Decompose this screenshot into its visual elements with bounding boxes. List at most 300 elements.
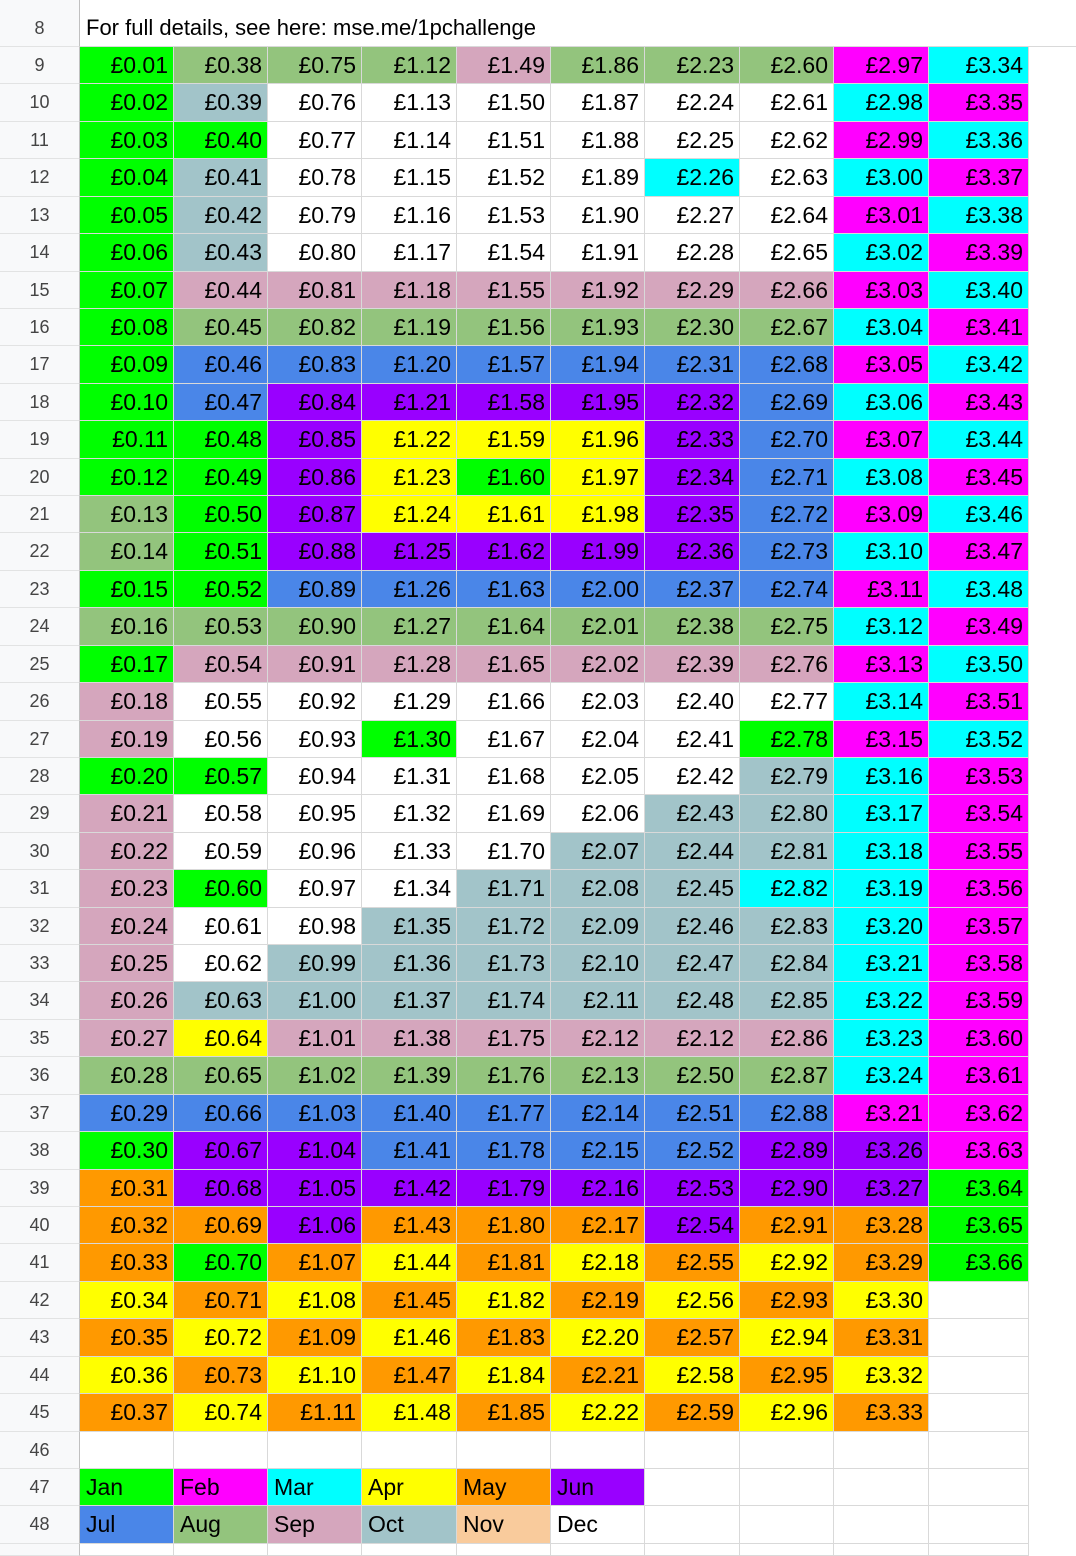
amount-cell-r37-c8[interactable]: £2.88 — [740, 1095, 834, 1132]
amount-cell-r34-c3[interactable]: £1.00 — [268, 982, 362, 1020]
empty-cell-r46-c6[interactable] — [551, 1432, 645, 1469]
amount-cell-r12-c9[interactable]: £3.00 — [834, 159, 929, 197]
amount-cell-r9-c4[interactable]: £1.12 — [362, 47, 457, 84]
amount-cell-r24-c2[interactable]: £0.53 — [174, 608, 268, 646]
amount-cell-r37-c3[interactable]: £1.03 — [268, 1095, 362, 1132]
amount-cell-r32-c9[interactable]: £3.20 — [834, 908, 929, 945]
amount-cell-r14-c2[interactable]: £0.43 — [174, 234, 268, 272]
row-header-45[interactable]: 45 — [0, 1394, 80, 1432]
row-header-10[interactable]: 10 — [0, 84, 80, 122]
row-header-18[interactable]: 18 — [0, 384, 80, 421]
amount-cell-r37-c7[interactable]: £2.51 — [645, 1095, 740, 1132]
row-header-26[interactable]: 26 — [0, 683, 80, 721]
amount-cell-r30-c2[interactable]: £0.59 — [174, 833, 268, 870]
amount-cell-r30-c4[interactable]: £1.33 — [362, 833, 457, 870]
amount-cell-r45-c8[interactable]: £2.96 — [740, 1394, 834, 1432]
amount-cell-r37-c9[interactable]: £3.21 — [834, 1095, 929, 1132]
amount-cell-r18-c10[interactable]: £3.43 — [929, 384, 1029, 421]
amount-cell-r33-c6[interactable]: £2.10 — [551, 945, 645, 982]
amount-cell-r33-c9[interactable]: £3.21 — [834, 945, 929, 982]
amount-cell-r42-c2[interactable]: £0.71 — [174, 1282, 268, 1319]
amount-cell-r12-c2[interactable]: £0.41 — [174, 159, 268, 197]
amount-cell-r33-c2[interactable]: £0.62 — [174, 945, 268, 982]
amount-cell-r15-c7[interactable]: £2.29 — [645, 272, 740, 309]
amount-cell-r10-c10[interactable]: £3.35 — [929, 84, 1029, 122]
amount-cell-r9-c6[interactable]: £1.86 — [551, 47, 645, 84]
note-cell[interactable]: For full details, see here: mse.me/1pchallenge — [80, 10, 1076, 47]
row-header-20[interactable]: 20 — [0, 459, 80, 496]
amount-cell-r15-c3[interactable]: £0.81 — [268, 272, 362, 309]
amount-cell-r26-c2[interactable]: £0.55 — [174, 683, 268, 721]
amount-cell-r11-c9[interactable]: £2.99 — [834, 122, 929, 159]
empty-cell-r46-c4[interactable] — [362, 1432, 457, 1469]
amount-cell-r26-c9[interactable]: £3.14 — [834, 683, 929, 721]
legend-cell-feb[interactable]: Feb — [174, 1469, 268, 1506]
amount-cell-r17-c7[interactable]: £2.31 — [645, 346, 740, 384]
amount-cell-r34-c7[interactable]: £2.48 — [645, 982, 740, 1020]
amount-cell-r44-c9[interactable]: £3.32 — [834, 1357, 929, 1394]
row-header-48[interactable]: 48 — [0, 1506, 80, 1544]
amount-cell-r44-c2[interactable]: £0.73 — [174, 1357, 268, 1394]
amount-cell-r39-c4[interactable]: £1.42 — [362, 1170, 457, 1207]
amount-cell-r21-c2[interactable]: £0.50 — [174, 496, 268, 533]
amount-cell-r14-c8[interactable]: £2.65 — [740, 234, 834, 272]
amount-cell-r19-c4[interactable]: £1.22 — [362, 421, 457, 459]
legend-cell-mar[interactable]: Mar — [268, 1469, 362, 1506]
amount-cell-r34-c2[interactable]: £0.63 — [174, 982, 268, 1020]
amount-cell-r37-c1[interactable]: £0.29 — [80, 1095, 174, 1132]
amount-cell-r12-c6[interactable]: £1.89 — [551, 159, 645, 197]
amount-cell-r36-c5[interactable]: £1.76 — [457, 1057, 551, 1095]
row-header-29[interactable]: 29 — [0, 795, 80, 833]
amount-cell-r38-c2[interactable]: £0.67 — [174, 1132, 268, 1170]
amount-cell-r13-c3[interactable]: £0.79 — [268, 197, 362, 234]
amount-cell-r27-c3[interactable]: £0.93 — [268, 721, 362, 758]
amount-cell-r23-c6[interactable]: £2.00 — [551, 571, 645, 608]
amount-cell-r31-c7[interactable]: £2.45 — [645, 870, 740, 908]
amount-cell-r20-c2[interactable]: £0.49 — [174, 459, 268, 496]
empty-cell-r47-c9[interactable] — [834, 1469, 929, 1506]
amount-cell-r37-c4[interactable]: £1.40 — [362, 1095, 457, 1132]
amount-cell-r25-c6[interactable]: £2.02 — [551, 646, 645, 683]
amount-cell-r45-c2[interactable]: £0.74 — [174, 1394, 268, 1432]
amount-cell-r23-c9[interactable]: £3.11 — [834, 571, 929, 608]
amount-cell-r23-c2[interactable]: £0.52 — [174, 571, 268, 608]
row-header-46[interactable]: 46 — [0, 1432, 80, 1469]
amount-cell-r13-c4[interactable]: £1.16 — [362, 197, 457, 234]
amount-cell-r32-c2[interactable]: £0.61 — [174, 908, 268, 945]
amount-cell-r12-c8[interactable]: £2.63 — [740, 159, 834, 197]
amount-cell-r15-c8[interactable]: £2.66 — [740, 272, 834, 309]
amount-cell-r19-c1[interactable]: £0.11 — [80, 421, 174, 459]
amount-cell-r22-c1[interactable]: £0.14 — [80, 533, 174, 571]
empty-cell-r48-c9[interactable] — [834, 1506, 929, 1544]
amount-cell-r36-c2[interactable]: £0.65 — [174, 1057, 268, 1095]
legend-cell-nov[interactable]: Nov — [457, 1506, 551, 1544]
amount-cell-r33-c7[interactable]: £2.47 — [645, 945, 740, 982]
amount-cell-r32-c10[interactable]: £3.57 — [929, 908, 1029, 945]
amount-cell-r22-c7[interactable]: £2.36 — [645, 533, 740, 571]
amount-cell-r14-c6[interactable]: £1.91 — [551, 234, 645, 272]
amount-cell-r19-c6[interactable]: £1.96 — [551, 421, 645, 459]
amount-cell-r36-c6[interactable]: £2.13 — [551, 1057, 645, 1095]
amount-cell-r18-c9[interactable]: £3.06 — [834, 384, 929, 421]
amount-cell-r10-c6[interactable]: £1.87 — [551, 84, 645, 122]
row-header-42[interactable]: 42 — [0, 1282, 80, 1319]
amount-cell-r40-c1[interactable]: £0.32 — [80, 1207, 174, 1244]
empty-cell-r48-c7[interactable] — [645, 1506, 740, 1544]
amount-cell-r29-c5[interactable]: £1.69 — [457, 795, 551, 833]
amount-cell-r39-c6[interactable]: £2.16 — [551, 1170, 645, 1207]
amount-cell-r31-c1[interactable]: £0.23 — [80, 870, 174, 908]
amount-cell-r15-c4[interactable]: £1.18 — [362, 272, 457, 309]
amount-cell-r36-c1[interactable]: £0.28 — [80, 1057, 174, 1095]
row-header-32[interactable]: 32 — [0, 908, 80, 945]
amount-cell-r21-c7[interactable]: £2.35 — [645, 496, 740, 533]
amount-cell-r31-c3[interactable]: £0.97 — [268, 870, 362, 908]
amount-cell-r38-c6[interactable]: £2.15 — [551, 1132, 645, 1170]
amount-cell-r25-c4[interactable]: £1.28 — [362, 646, 457, 683]
amount-cell-r25-c8[interactable]: £2.76 — [740, 646, 834, 683]
amount-cell-r9-c5[interactable]: £1.49 — [457, 47, 551, 84]
row-header-43[interactable]: 43 — [0, 1319, 80, 1357]
amount-cell-r10-c8[interactable]: £2.61 — [740, 84, 834, 122]
amount-cell-r9-c2[interactable]: £0.38 — [174, 47, 268, 84]
amount-cell-r41-c6[interactable]: £2.18 — [551, 1244, 645, 1282]
amount-cell-r41-c8[interactable]: £2.92 — [740, 1244, 834, 1282]
row-header-35[interactable]: 35 — [0, 1020, 80, 1057]
amount-cell-r41-c10[interactable]: £3.66 — [929, 1244, 1029, 1282]
amount-cell-r41-c4[interactable]: £1.44 — [362, 1244, 457, 1282]
amount-cell-r42-c9[interactable]: £3.30 — [834, 1282, 929, 1319]
amount-cell-r38-c8[interactable]: £2.89 — [740, 1132, 834, 1170]
amount-cell-r22-c4[interactable]: £1.25 — [362, 533, 457, 571]
amount-cell-r17-c3[interactable]: £0.83 — [268, 346, 362, 384]
amount-cell-r17-c5[interactable]: £1.57 — [457, 346, 551, 384]
amount-cell-r22-c2[interactable]: £0.51 — [174, 533, 268, 571]
amount-cell-r29-c4[interactable]: £1.32 — [362, 795, 457, 833]
amount-cell-r23-c7[interactable]: £2.37 — [645, 571, 740, 608]
amount-cell-r42-c1[interactable]: £0.34 — [80, 1282, 174, 1319]
amount-cell-r25-c3[interactable]: £0.91 — [268, 646, 362, 683]
amount-cell-r24-c3[interactable]: £0.90 — [268, 608, 362, 646]
amount-cell-r26-c6[interactable]: £2.03 — [551, 683, 645, 721]
row-header-16[interactable]: 16 — [0, 309, 80, 346]
amount-cell-r25-c1[interactable]: £0.17 — [80, 646, 174, 683]
amount-cell-r28-c3[interactable]: £0.94 — [268, 758, 362, 795]
amount-cell-r43-c1[interactable]: £0.35 — [80, 1319, 174, 1357]
empty-cell-r46-c5[interactable] — [457, 1432, 551, 1469]
amount-cell-r15-c10[interactable]: £3.40 — [929, 272, 1029, 309]
amount-cell-r15-c2[interactable]: £0.44 — [174, 272, 268, 309]
amount-cell-r45-c6[interactable]: £2.22 — [551, 1394, 645, 1432]
amount-cell-r42-c5[interactable]: £1.82 — [457, 1282, 551, 1319]
amount-cell-r27-c5[interactable]: £1.67 — [457, 721, 551, 758]
empty-cell-r48-c8[interactable] — [740, 1506, 834, 1544]
amount-cell-r11-c5[interactable]: £1.51 — [457, 122, 551, 159]
amount-cell-r18-c1[interactable]: £0.10 — [80, 384, 174, 421]
amount-cell-r12-c5[interactable]: £1.52 — [457, 159, 551, 197]
amount-cell-r35-c2[interactable]: £0.64 — [174, 1020, 268, 1057]
empty-cell-r49-c3[interactable] — [268, 1544, 362, 1556]
amount-cell-r28-c4[interactable]: £1.31 — [362, 758, 457, 795]
amount-cell-r39-c9[interactable]: £3.27 — [834, 1170, 929, 1207]
amount-cell-r43-c6[interactable]: £2.20 — [551, 1319, 645, 1357]
amount-cell-r40-c4[interactable]: £1.43 — [362, 1207, 457, 1244]
row-header-11[interactable]: 11 — [0, 122, 80, 159]
empty-cell-r47-c10[interactable] — [929, 1469, 1029, 1506]
amount-cell-r45-c1[interactable]: £0.37 — [80, 1394, 174, 1432]
amount-cell-r22-c6[interactable]: £1.99 — [551, 533, 645, 571]
amount-cell-r12-c7[interactable]: £2.26 — [645, 159, 740, 197]
amount-cell-r34-c10[interactable]: £3.59 — [929, 982, 1029, 1020]
legend-cell-jan[interactable]: Jan — [80, 1469, 174, 1506]
amount-cell-r16-c1[interactable]: £0.08 — [80, 309, 174, 346]
amount-cell-r12-c4[interactable]: £1.15 — [362, 159, 457, 197]
row-header-41[interactable]: 41 — [0, 1244, 80, 1282]
amount-cell-r21-c10[interactable]: £3.46 — [929, 496, 1029, 533]
amount-cell-r31-c4[interactable]: £1.34 — [362, 870, 457, 908]
amount-cell-r13-c2[interactable]: £0.42 — [174, 197, 268, 234]
amount-cell-r42-c8[interactable]: £2.93 — [740, 1282, 834, 1319]
amount-cell-r27-c4[interactable]: £1.30 — [362, 721, 457, 758]
amount-cell-r40-c5[interactable]: £1.80 — [457, 1207, 551, 1244]
amount-cell-r40-c6[interactable]: £2.17 — [551, 1207, 645, 1244]
amount-cell-r31-c6[interactable]: £2.08 — [551, 870, 645, 908]
amount-cell-r37-c5[interactable]: £1.77 — [457, 1095, 551, 1132]
amount-cell-r23-c10[interactable]: £3.48 — [929, 571, 1029, 608]
legend-cell-sep[interactable]: Sep — [268, 1506, 362, 1544]
amount-cell-r42-c4[interactable]: £1.45 — [362, 1282, 457, 1319]
amount-cell-r14-c7[interactable]: £2.28 — [645, 234, 740, 272]
amount-cell-r22-c9[interactable]: £3.10 — [834, 533, 929, 571]
amount-cell-r25-c5[interactable]: £1.65 — [457, 646, 551, 683]
amount-cell-r40-c10[interactable]: £3.65 — [929, 1207, 1029, 1244]
row-header-49[interactable] — [0, 1544, 80, 1556]
amount-cell-r23-c5[interactable]: £1.63 — [457, 571, 551, 608]
empty-cell-r47-c8[interactable] — [740, 1469, 834, 1506]
row-header-47[interactable]: 47 — [0, 1469, 80, 1506]
amount-cell-r44-c6[interactable]: £2.21 — [551, 1357, 645, 1394]
amount-cell-r25-c10[interactable]: £3.50 — [929, 646, 1029, 683]
empty-cell-r49-c9[interactable] — [834, 1544, 929, 1556]
amount-cell-r31-c10[interactable]: £3.56 — [929, 870, 1029, 908]
amount-cell-r29-c10[interactable]: £3.54 — [929, 795, 1029, 833]
amount-cell-r34-c9[interactable]: £3.22 — [834, 982, 929, 1020]
amount-cell-r33-c3[interactable]: £0.99 — [268, 945, 362, 982]
amount-cell-r17-c4[interactable]: £1.20 — [362, 346, 457, 384]
row-header-24[interactable]: 24 — [0, 608, 80, 646]
amount-cell-r19-c10[interactable]: £3.44 — [929, 421, 1029, 459]
empty-cell-r46-c8[interactable] — [740, 1432, 834, 1469]
row-header-14[interactable]: 14 — [0, 234, 80, 272]
amount-cell-r36-c4[interactable]: £1.39 — [362, 1057, 457, 1095]
amount-cell-r38-c9[interactable]: £3.26 — [834, 1132, 929, 1170]
amount-cell-r37-c10[interactable]: £3.62 — [929, 1095, 1029, 1132]
empty-cell-r47-c7[interactable] — [645, 1469, 740, 1506]
amount-cell-r15-c9[interactable]: £3.03 — [834, 272, 929, 309]
amount-cell-r36-c9[interactable]: £3.24 — [834, 1057, 929, 1095]
amount-cell-r44-c10[interactable] — [929, 1357, 1029, 1394]
amount-cell-r40-c3[interactable]: £1.06 — [268, 1207, 362, 1244]
amount-cell-r32-c4[interactable]: £1.35 — [362, 908, 457, 945]
amount-cell-r39-c5[interactable]: £1.79 — [457, 1170, 551, 1207]
amount-cell-r31-c8[interactable]: £2.82 — [740, 870, 834, 908]
amount-cell-r21-c8[interactable]: £2.72 — [740, 496, 834, 533]
amount-cell-r11-c1[interactable]: £0.03 — [80, 122, 174, 159]
amount-cell-r35-c3[interactable]: £1.01 — [268, 1020, 362, 1057]
amount-cell-r14-c10[interactable]: £3.39 — [929, 234, 1029, 272]
amount-cell-r28-c5[interactable]: £1.68 — [457, 758, 551, 795]
amount-cell-r9-c3[interactable]: £0.75 — [268, 47, 362, 84]
amount-cell-r41-c2[interactable]: £0.70 — [174, 1244, 268, 1282]
legend-cell-may[interactable]: May — [457, 1469, 551, 1506]
amount-cell-r37-c6[interactable]: £2.14 — [551, 1095, 645, 1132]
empty-cell-r49-c5[interactable] — [457, 1544, 551, 1556]
amount-cell-r24-c5[interactable]: £1.64 — [457, 608, 551, 646]
amount-cell-r34-c8[interactable]: £2.85 — [740, 982, 834, 1020]
amount-cell-r43-c7[interactable]: £2.57 — [645, 1319, 740, 1357]
row-header-27[interactable]: 27 — [0, 721, 80, 758]
amount-cell-r44-c1[interactable]: £0.36 — [80, 1357, 174, 1394]
amount-cell-r28-c1[interactable]: £0.20 — [80, 758, 174, 795]
empty-cell-r49-c7[interactable] — [645, 1544, 740, 1556]
row-header-34[interactable]: 34 — [0, 982, 80, 1020]
amount-cell-r19-c5[interactable]: £1.59 — [457, 421, 551, 459]
amount-cell-r19-c8[interactable]: £2.70 — [740, 421, 834, 459]
amount-cell-r20-c3[interactable]: £0.86 — [268, 459, 362, 496]
amount-cell-r11-c3[interactable]: £0.77 — [268, 122, 362, 159]
amount-cell-r34-c5[interactable]: £1.74 — [457, 982, 551, 1020]
amount-cell-r27-c7[interactable]: £2.41 — [645, 721, 740, 758]
amount-cell-r21-c1[interactable]: £0.13 — [80, 496, 174, 533]
amount-cell-r32-c6[interactable]: £2.09 — [551, 908, 645, 945]
amount-cell-r38-c1[interactable]: £0.30 — [80, 1132, 174, 1170]
amount-cell-r29-c1[interactable]: £0.21 — [80, 795, 174, 833]
amount-cell-r36-c7[interactable]: £2.50 — [645, 1057, 740, 1095]
row-header-17[interactable]: 17 — [0, 346, 80, 384]
amount-cell-r25-c7[interactable]: £2.39 — [645, 646, 740, 683]
amount-cell-r31-c9[interactable]: £3.19 — [834, 870, 929, 908]
empty-cell-r49-c2[interactable] — [174, 1544, 268, 1556]
amount-cell-r35-c1[interactable]: £0.27 — [80, 1020, 174, 1057]
amount-cell-r27-c1[interactable]: £0.19 — [80, 721, 174, 758]
amount-cell-r21-c9[interactable]: £3.09 — [834, 496, 929, 533]
amount-cell-r29-c7[interactable]: £2.43 — [645, 795, 740, 833]
amount-cell-r34-c4[interactable]: £1.37 — [362, 982, 457, 1020]
amount-cell-r13-c7[interactable]: £2.27 — [645, 197, 740, 234]
amount-cell-r9-c7[interactable]: £2.23 — [645, 47, 740, 84]
amount-cell-r41-c7[interactable]: £2.55 — [645, 1244, 740, 1282]
amount-cell-r13-c1[interactable]: £0.05 — [80, 197, 174, 234]
amount-cell-r29-c2[interactable]: £0.58 — [174, 795, 268, 833]
amount-cell-r42-c10[interactable] — [929, 1282, 1029, 1319]
amount-cell-r29-c9[interactable]: £3.17 — [834, 795, 929, 833]
empty-cell-r49-c10[interactable] — [929, 1544, 1029, 1556]
amount-cell-r26-c4[interactable]: £1.29 — [362, 683, 457, 721]
amount-cell-r39-c8[interactable]: £2.90 — [740, 1170, 834, 1207]
amount-cell-r29-c8[interactable]: £2.80 — [740, 795, 834, 833]
amount-cell-r44-c3[interactable]: £1.10 — [268, 1357, 362, 1394]
amount-cell-r11-c6[interactable]: £1.88 — [551, 122, 645, 159]
amount-cell-r41-c3[interactable]: £1.07 — [268, 1244, 362, 1282]
amount-cell-r40-c2[interactable]: £0.69 — [174, 1207, 268, 1244]
amount-cell-r18-c4[interactable]: £1.21 — [362, 384, 457, 421]
amount-cell-r18-c7[interactable]: £2.32 — [645, 384, 740, 421]
amount-cell-r42-c7[interactable]: £2.56 — [645, 1282, 740, 1319]
row-header-33[interactable]: 33 — [0, 945, 80, 982]
amount-cell-r34-c6[interactable]: £2.11 — [551, 982, 645, 1020]
amount-cell-r42-c6[interactable]: £2.19 — [551, 1282, 645, 1319]
legend-cell-aug[interactable]: Aug — [174, 1506, 268, 1544]
amount-cell-r9-c9[interactable]: £2.97 — [834, 47, 929, 84]
amount-cell-r30-c3[interactable]: £0.96 — [268, 833, 362, 870]
amount-cell-r38-c3[interactable]: £1.04 — [268, 1132, 362, 1170]
row-header-8[interactable]: 8 — [0, 10, 80, 47]
amount-cell-r45-c3[interactable]: £1.11 — [268, 1394, 362, 1432]
amount-cell-r26-c5[interactable]: £1.66 — [457, 683, 551, 721]
amount-cell-r19-c9[interactable]: £3.07 — [834, 421, 929, 459]
legend-cell-jun[interactable]: Jun — [551, 1469, 645, 1506]
amount-cell-r22-c3[interactable]: £0.88 — [268, 533, 362, 571]
row-header-21[interactable]: 21 — [0, 496, 80, 533]
amount-cell-r14-c9[interactable]: £3.02 — [834, 234, 929, 272]
amount-cell-r26-c7[interactable]: £2.40 — [645, 683, 740, 721]
amount-cell-r22-c10[interactable]: £3.47 — [929, 533, 1029, 571]
row-header-22[interactable]: 22 — [0, 533, 80, 571]
amount-cell-r28-c10[interactable]: £3.53 — [929, 758, 1029, 795]
amount-cell-r35-c5[interactable]: £1.75 — [457, 1020, 551, 1057]
amount-cell-r20-c8[interactable]: £2.71 — [740, 459, 834, 496]
amount-cell-r35-c6[interactable]: £2.12 — [551, 1020, 645, 1057]
amount-cell-r24-c9[interactable]: £3.12 — [834, 608, 929, 646]
amount-cell-r24-c10[interactable]: £3.49 — [929, 608, 1029, 646]
amount-cell-r36-c10[interactable]: £3.61 — [929, 1057, 1029, 1095]
amount-cell-r30-c1[interactable]: £0.22 — [80, 833, 174, 870]
amount-cell-r32-c5[interactable]: £1.72 — [457, 908, 551, 945]
amount-cell-r10-c4[interactable]: £1.13 — [362, 84, 457, 122]
amount-cell-r43-c2[interactable]: £0.72 — [174, 1319, 268, 1357]
amount-cell-r12-c1[interactable]: £0.04 — [80, 159, 174, 197]
amount-cell-r28-c7[interactable]: £2.42 — [645, 758, 740, 795]
amount-cell-r16-c3[interactable]: £0.82 — [268, 309, 362, 346]
amount-cell-r21-c3[interactable]: £0.87 — [268, 496, 362, 533]
amount-cell-r27-c9[interactable]: £3.15 — [834, 721, 929, 758]
amount-cell-r31-c5[interactable]: £1.71 — [457, 870, 551, 908]
row-header-30[interactable]: 30 — [0, 833, 80, 870]
amount-cell-r22-c5[interactable]: £1.62 — [457, 533, 551, 571]
amount-cell-r39-c1[interactable]: £0.31 — [80, 1170, 174, 1207]
empty-cell-r46-c7[interactable] — [645, 1432, 740, 1469]
amount-cell-r39-c3[interactable]: £1.05 — [268, 1170, 362, 1207]
amount-cell-r35-c4[interactable]: £1.38 — [362, 1020, 457, 1057]
amount-cell-r28-c9[interactable]: £3.16 — [834, 758, 929, 795]
amount-cell-r42-c3[interactable]: £1.08 — [268, 1282, 362, 1319]
amount-cell-r27-c6[interactable]: £2.04 — [551, 721, 645, 758]
amount-cell-r16-c4[interactable]: £1.19 — [362, 309, 457, 346]
amount-cell-r43-c3[interactable]: £1.09 — [268, 1319, 362, 1357]
amount-cell-r33-c5[interactable]: £1.73 — [457, 945, 551, 982]
legend-cell-jul[interactable]: Jul — [80, 1506, 174, 1544]
amount-cell-r35-c10[interactable]: £3.60 — [929, 1020, 1029, 1057]
amount-cell-r14-c5[interactable]: £1.54 — [457, 234, 551, 272]
row-header-31[interactable]: 31 — [0, 870, 80, 908]
amount-cell-r18-c8[interactable]: £2.69 — [740, 384, 834, 421]
amount-cell-r19-c2[interactable]: £0.48 — [174, 421, 268, 459]
row-header-12[interactable]: 12 — [0, 159, 80, 197]
amount-cell-r24-c6[interactable]: £2.01 — [551, 608, 645, 646]
empty-cell-r46-c10[interactable] — [929, 1432, 1029, 1469]
